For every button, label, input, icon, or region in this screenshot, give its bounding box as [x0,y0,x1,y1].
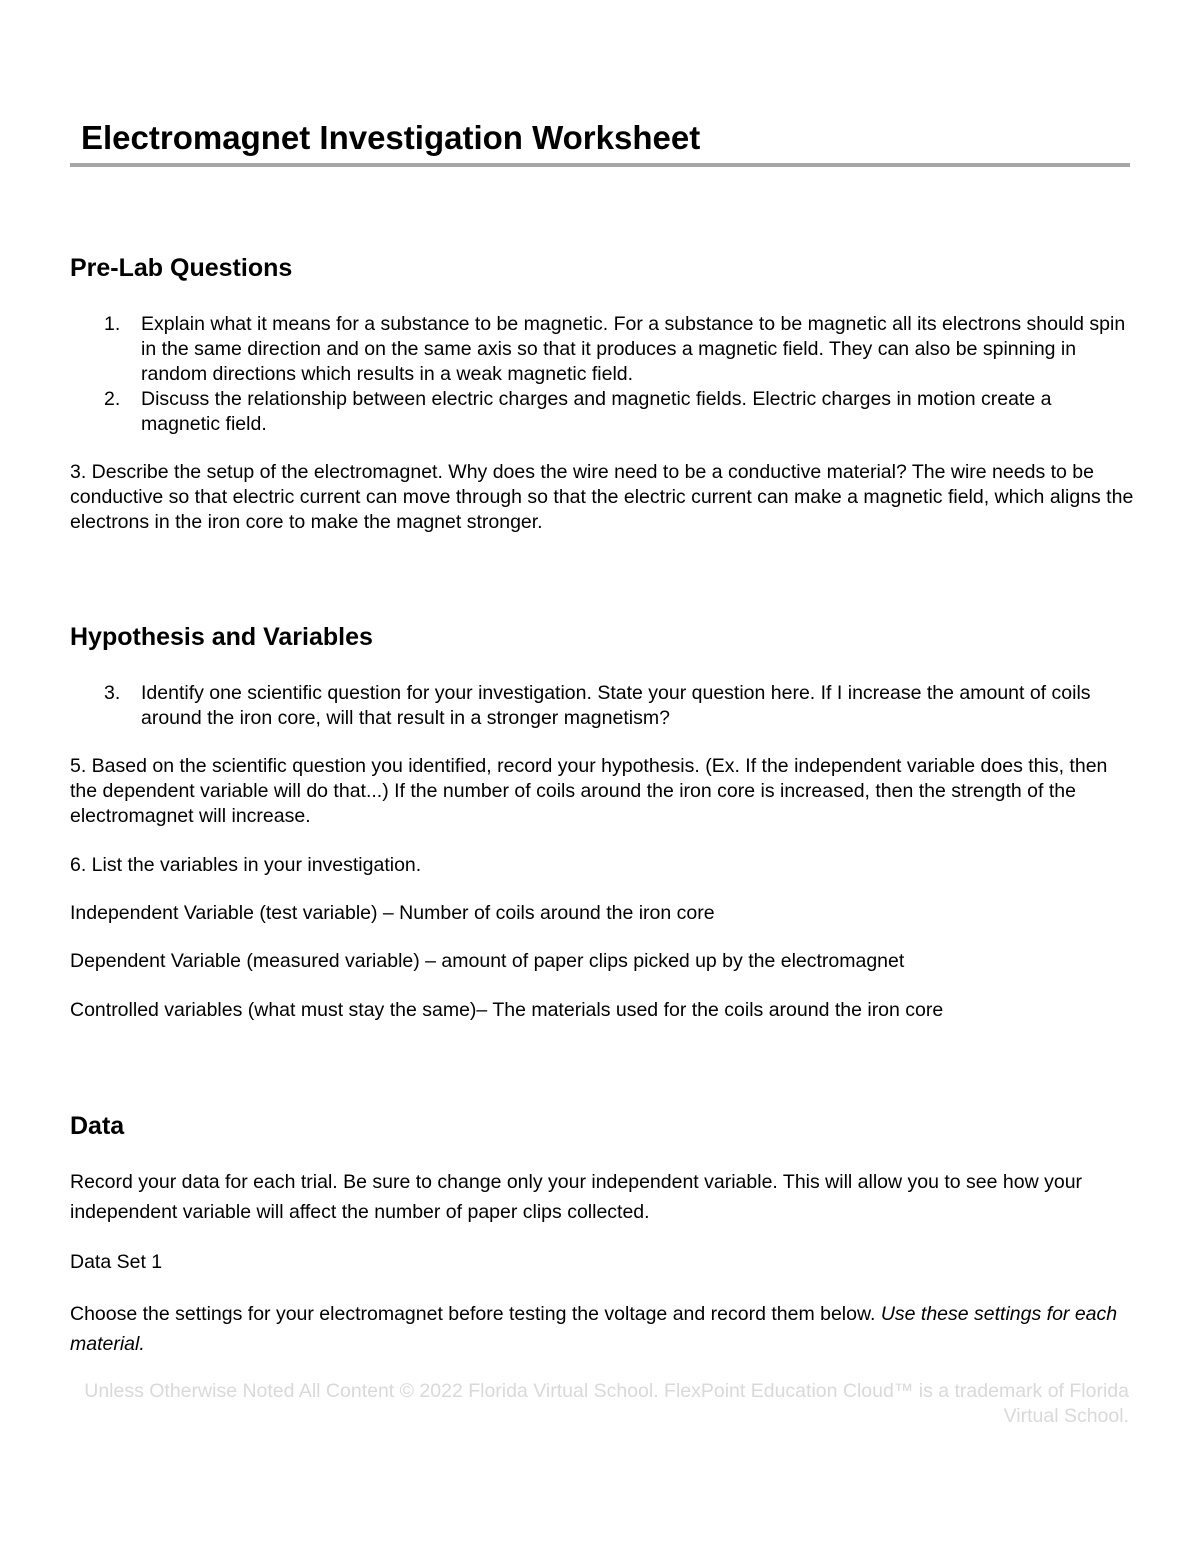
question-number: 1. [104,313,121,335]
title-divider [70,163,1130,167]
prelab-heading: Pre-Lab Questions [70,254,293,282]
prelab-question-3: 3. Describe the setup of the electromagnet. Why does the wire need to be a conductive material? The wire needs to be conductive so that electric current can move through so that the electric current can make a magnetic field, which aligns the electrons in the iron core to make the magnet stronger. [70,461,1134,533]
hypothesis-question-5: 5. Based on the scientific question you identified, record your hypothesis. (Ex. If the independent variable does this, then the dependent variable will do that...) If the number of coils around the iron core is increased, then the strength of the electromagnet will increase. [70,755,1108,827]
dependent-variable: Dependent Variable (measured variable) – amount of paper clips picked up by the electromagnet [70,950,905,972]
settings-italic-note: Use these settings for each material. [70,1303,1118,1355]
independent-variable: Independent Variable (test variable) – Number of coils around the iron core [70,902,715,924]
settings-instructions [70,1299,1135,1359]
question-number: 3. [104,682,121,704]
data-set-label: Data Set 1 [70,1251,163,1273]
hypothesis-heading: Hypothesis and Variables [70,623,373,651]
controlled-variables: Controlled variables (what must stay the same)– The materials used for the coils around the iron core [70,999,944,1021]
prelab-question-2 [70,387,1135,437]
question-number: 2. [104,388,121,410]
settings-text: Choose the settings for your electromagnet before testing the voltage and record them below. [70,1303,876,1325]
question-text: Discuss the relationship between electric charges and magnetic fields. Electric charges in motion create a magnetic field. [141,388,1052,435]
hypothesis-question-6: 6. List the variables in your investigation. [70,854,422,876]
page-title: Electromagnet Investigation Worksheet [81,119,701,156]
copyright-footer: Unless Otherwise Noted All Content © 2022 Florida Virtual School. FlexPoint Education Cloud™ is a trademark of Florida Virtual School. [84,1380,1129,1427]
data-instructions: Record your data for each trial. Be sure to change only your independent variable. This will allow you to see how your independent variable will affect the number of paper clips collected. [70,1171,1083,1223]
hypothesis-question-3 [70,681,1135,731]
data-heading: Data [70,1112,125,1140]
prelab-question-1 [70,312,1135,387]
question-text: Identify one scientific question for your investigation. State your question here. If I increase the amount of coils around the iron core, will that result in a stronger magnetism? [141,682,1091,729]
question-text: Explain what it means for a substance to be magnetic. For a substance to be magnetic all its electrons should spin in the same direction and on the same axis so that it produces a magnetic field. They can also be spinning in random directions which results in a weak magnetic field. [141,313,1126,385]
